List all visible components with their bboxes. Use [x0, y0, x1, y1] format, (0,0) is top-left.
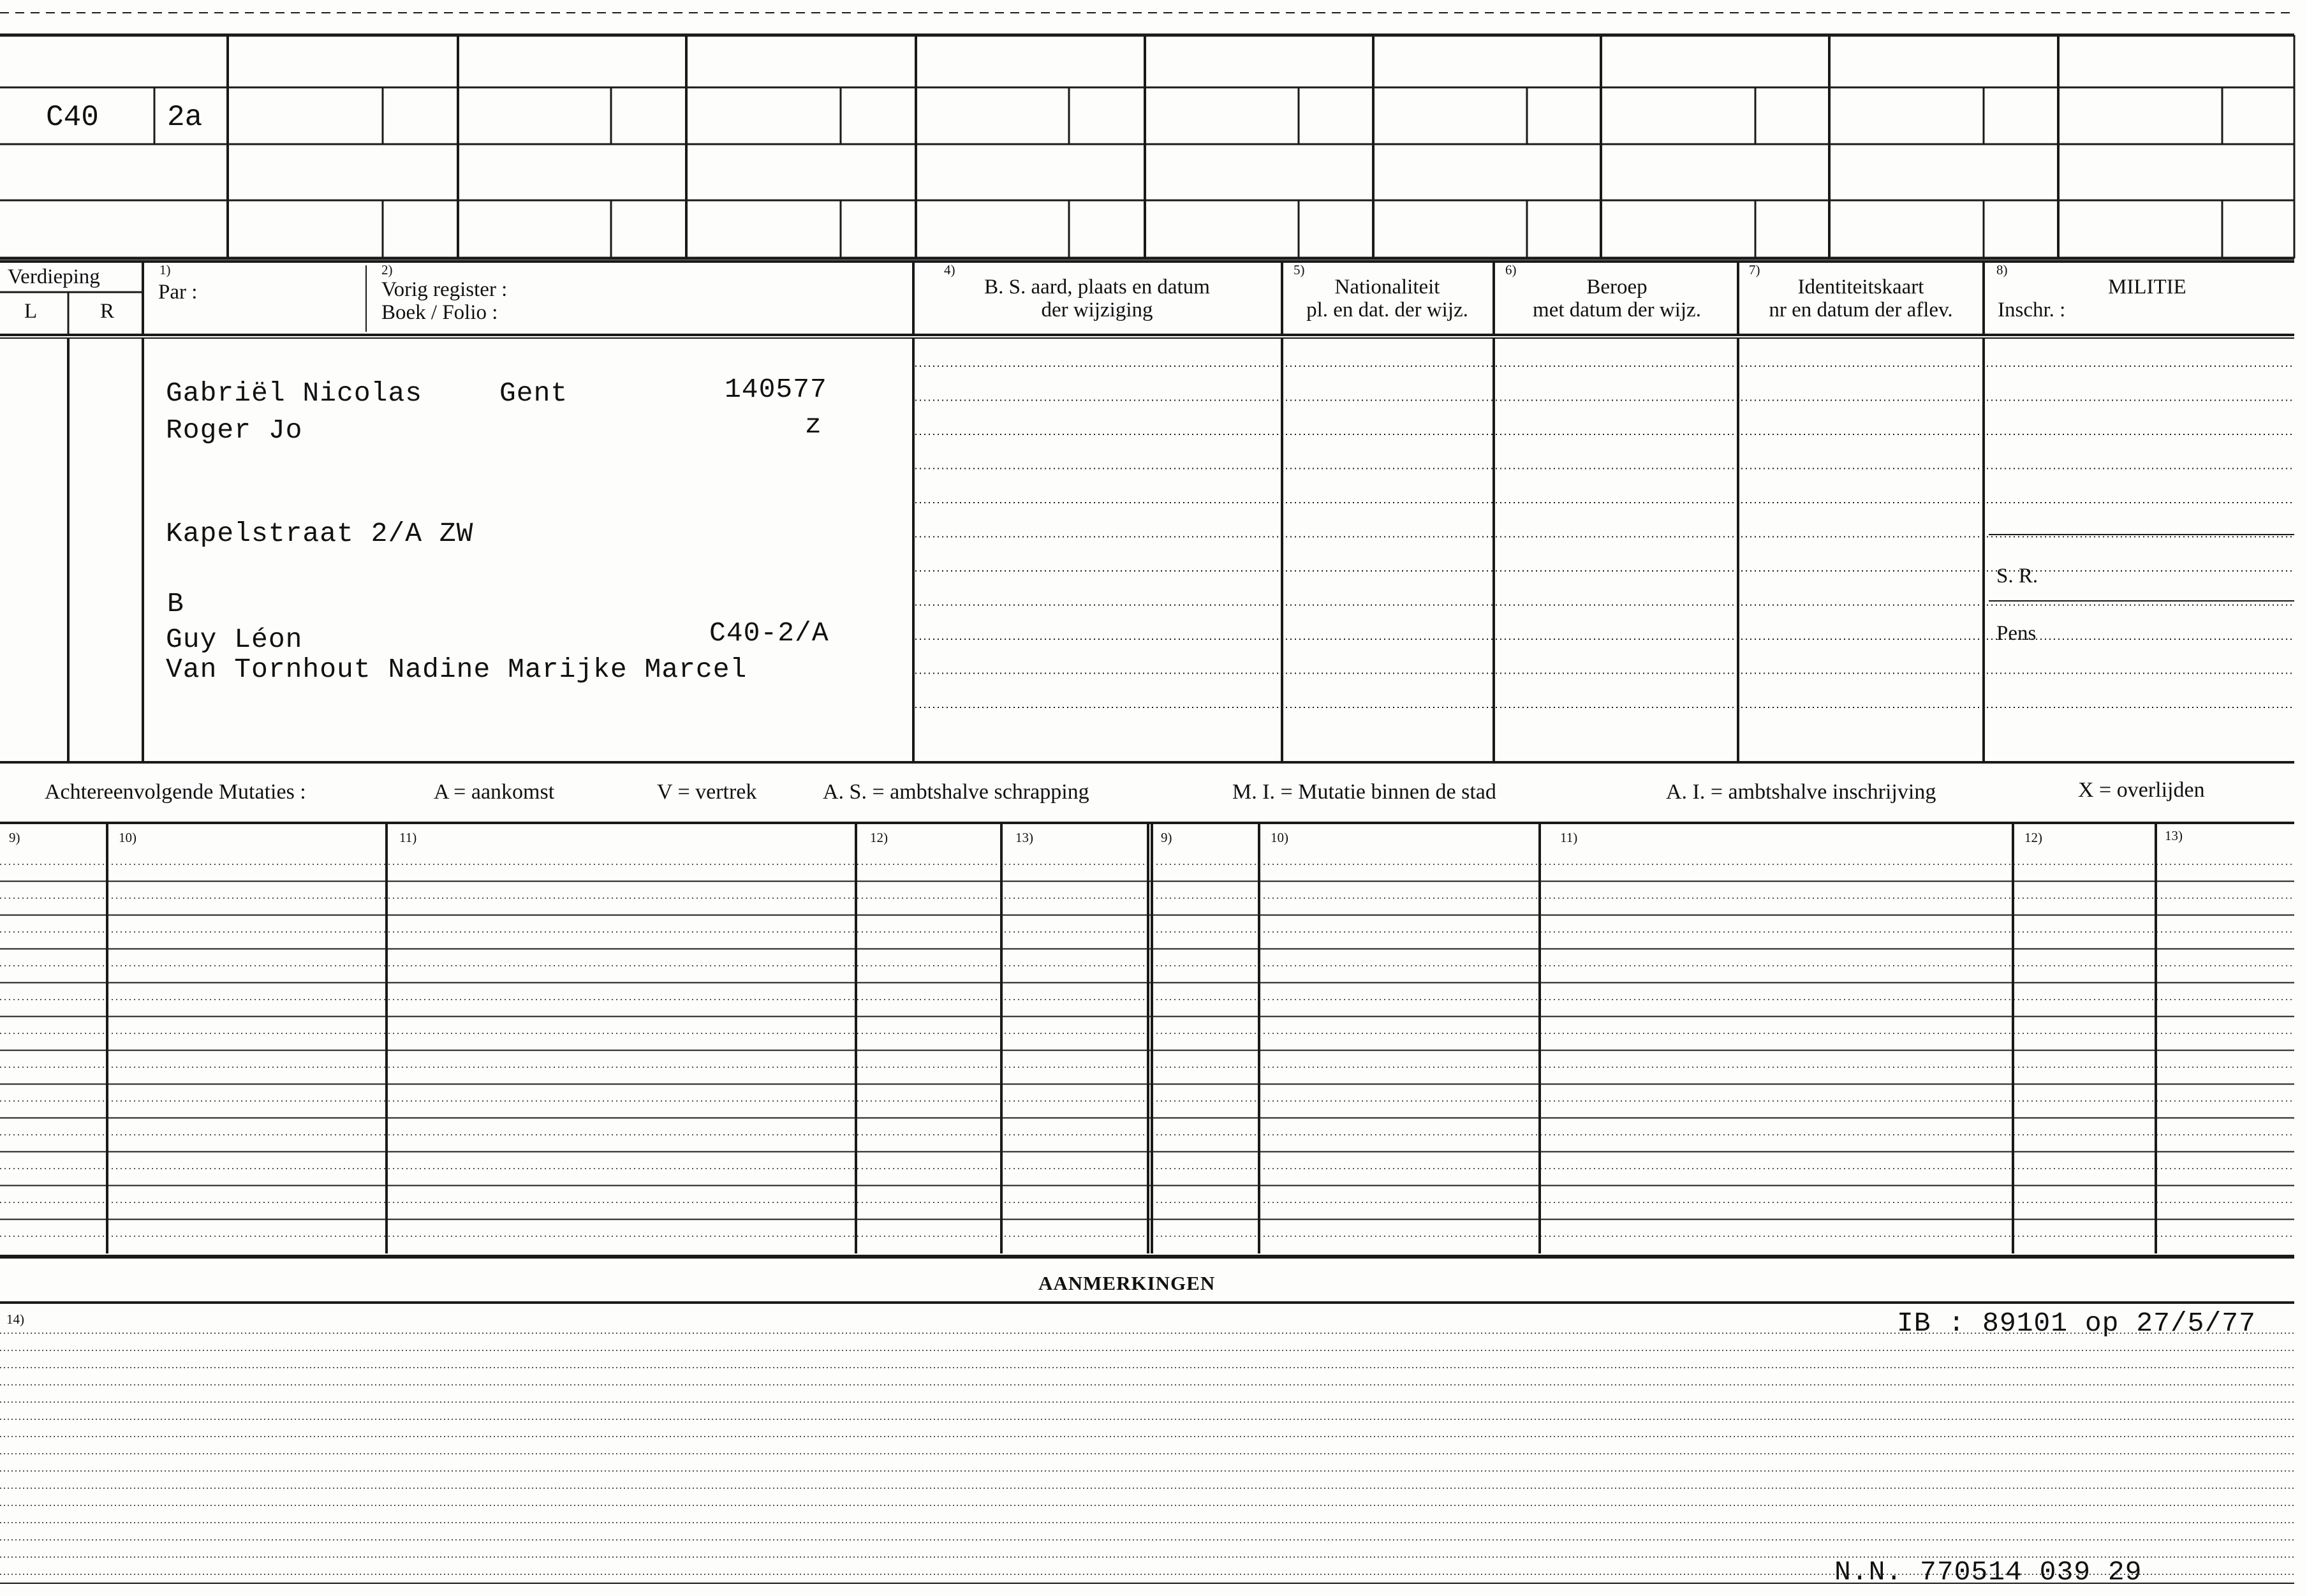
vorig-register-label: Vorig register : [381, 278, 508, 301]
identiteitskaart-header-1: Identiteitskaart [1797, 276, 1924, 299]
entry-line-1-number: 140577 [725, 374, 827, 405]
nationaliteit-header-2: pl. en dat. der wijz. [1306, 299, 1468, 321]
legend-x: X = overlijden [2078, 778, 2205, 802]
col-num-2: 2) [381, 262, 393, 277]
inschr-label: Inschr. : [1998, 299, 2066, 321]
entry-line-4-name: Guy Léon [166, 624, 303, 655]
top-subcode: 2a [167, 101, 203, 134]
mut-col-10-left: 10) [119, 830, 136, 845]
legend-title: Achtereenvolgende Mutaties : [45, 780, 306, 804]
mut-col-10-right: 10) [1271, 830, 1288, 845]
r-label: R [100, 300, 115, 323]
col-num-4: 4) [944, 262, 955, 277]
entry-line-5: Van Tornhout Nadine Marijke Marcel [166, 654, 748, 685]
boek-folio-label: Boek / Folio : [381, 301, 498, 324]
identiteitskaart-header-2: nr en datum der aflev. [1769, 299, 1953, 321]
nationaliteit-header-1: Nationaliteit [1334, 276, 1440, 299]
entry-line-1-name: Gabriël Nicolas [166, 378, 423, 409]
pens-label: Pens [1996, 622, 2037, 645]
sr-label: S. R. [1996, 565, 2038, 587]
mut-col-11-right: 11) [1560, 830, 1578, 845]
legend-v: V = vertrek [657, 780, 757, 804]
remarks-num-14: 14) [6, 1312, 24, 1327]
remarks-title: AANMERKINGEN [1038, 1272, 1216, 1294]
legend-a: A = aankomst [434, 780, 555, 804]
beroep-header-1: Beroep [1586, 276, 1647, 299]
bs-header-1: B. S. aard, plaats en datum [984, 276, 1210, 299]
top-code: C40 [46, 101, 99, 134]
col-num-5: 5) [1294, 262, 1305, 277]
entry-address: Kapelstraat 2/A ZW [166, 518, 474, 549]
mut-col-12-left: 12) [870, 830, 888, 845]
legend-as: A. S. = ambtshalve schrapping [823, 780, 1089, 804]
beroep-header-2: met datum der wijz. [1533, 299, 1701, 321]
col-num-1: 1) [159, 262, 171, 277]
col-num-8: 8) [1996, 262, 2008, 277]
entry-b: B [167, 588, 184, 619]
entry-line-2-mark: z [805, 410, 822, 441]
mut-col-9-left: 9) [9, 830, 20, 845]
mut-col-13-left: 13) [1015, 830, 1033, 845]
remarks-nn: N.N. 770514 039 29 [1834, 1556, 2142, 1588]
entry-line-1-place: Gent [499, 378, 568, 409]
remarks-ib: IB : 89101 op 27/5/77 [1897, 1308, 2256, 1339]
bs-header-2: der wijziging [1041, 299, 1153, 321]
militie-header: MILITIE [2108, 276, 2186, 299]
col-num-7: 7) [1749, 262, 1760, 277]
verdieping-label: Verdieping [8, 265, 100, 288]
legend-ai: A. I. = ambtshalve inschrijving [1666, 780, 1936, 804]
entry-line-2-name: Roger Jo [166, 415, 303, 446]
mut-col-13-right: 13) [2165, 828, 2183, 843]
entry-line-4-code: C40-2/A [709, 617, 829, 649]
col-num-6: 6) [1505, 262, 1517, 277]
mut-col-9-right: 9) [1161, 830, 1172, 845]
l-label: L [24, 300, 38, 323]
par-label: Par : [158, 281, 198, 304]
legend-mi: M. I. = Mutatie binnen de stad [1232, 780, 1496, 804]
mut-col-11-left: 11) [399, 830, 417, 845]
mut-col-12-right: 12) [2024, 830, 2042, 845]
